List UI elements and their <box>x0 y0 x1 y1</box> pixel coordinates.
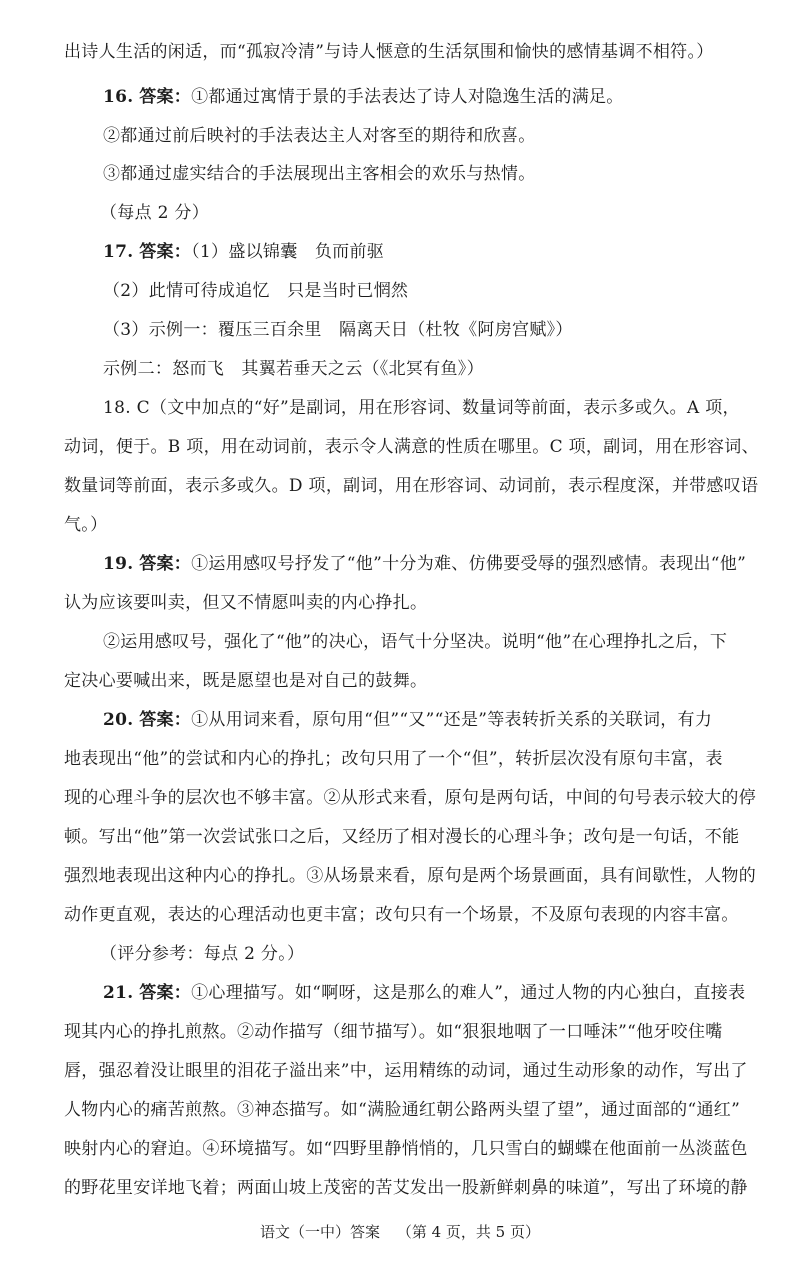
answer-label: 答案： <box>139 554 192 574</box>
text-line: ②运用感叹号，强化了“他”的决心，语气十分坚决。说明“他”在心理挣扎之后，下 <box>103 632 728 652</box>
text-line: 人物内心的痛苦煎熬。③神态描写。如“满脸通红朝公路两头望了望”，通过面部的“通红” <box>64 1100 741 1120</box>
answer-text: （1）盛以锦囊 负而前驱 <box>191 242 385 262</box>
text-line: 强烈地表现出这种内心的挣扎。③从场景来看，原句是两个场景画面，具有间歇性，人物的 <box>64 866 756 886</box>
question-number: 16. <box>103 87 134 107</box>
page-footer <box>0 1222 800 1242</box>
question-18-answer: 18. C（文中加点的“好”是副词，用在形容词、数量词等前面，表示多或久。A 项， <box>103 398 740 418</box>
question-21-answer <box>103 981 745 1005</box>
text-line: 现其内心的挣扎煎熬。②动作描写（细节描写）。如“狠狠地咽了一口唾沫”“他牙咬住嘴 <box>64 1022 723 1042</box>
text-line: 的野花里安详地飞着；两面山坡上茂密的苦艾发出一股新鲜刺鼻的味道”，写出了环境的静 <box>64 1178 748 1198</box>
text-line: 唇，强忍着没让眼里的泪花子溢出来”中，运用精练的动词，通过生动形象的动作，写出了 <box>64 1061 748 1081</box>
text-line: ③都通过虚实结合的手法展现出主客相会的欢乐与热情。 <box>103 164 536 184</box>
text-line: 顿。写出“他”第一次尝试张口之后，又经历了相对漫长的心理斗争；改句是一句话，不能 <box>64 827 740 847</box>
text-line: 映射内心的窘迫。④环境描写。如“四野里静悄悄的，几只雪白的蝴蝶在他面前一丛淡蓝色 <box>64 1139 748 1159</box>
answer-text: ①从用词来看，原句用“但”“又”“还是”等表转折关系的关联词，有力 <box>191 710 713 730</box>
answer-label: 答案： <box>139 710 192 730</box>
question-19-answer <box>103 552 746 576</box>
text-line: 示例二：怒而飞 其翼若垂天之云（《北冥有鱼》） <box>103 359 484 379</box>
text-line: 动词，便于。B 项，用在动词前，表示令人满意的性质在哪里。C 项，副词，用在形容词、 <box>64 437 759 457</box>
question-number: 19. <box>103 554 134 574</box>
text-line: 出诗人生活的闲适，而“孤寂冷清”与诗人惬意的生活氛围和愉快的感情基调不相符。） <box>64 42 714 62</box>
text-line: 地表现出“他”的尝试和内心的挣扎；改句只用了一个“但”，转折层次没有原句丰富，表 <box>64 749 723 769</box>
question-number: 17. <box>103 242 134 262</box>
text-line: 气。） <box>64 515 108 535</box>
answer-text: ①都通过寓情于景的手法表达了诗人对隐逸生活的满足。 <box>191 87 624 107</box>
answer-label: 答案： <box>139 87 192 107</box>
text-line: 认为应该要叫卖，但又不情愿叫卖的内心挣扎。 <box>64 593 428 613</box>
text-line: ②都通过前后映衬的手法表达主人对客至的期待和欣喜。 <box>103 126 536 146</box>
text-line: 数量词等前面，表示多或久。D 项，副词，用在形容词、动词前，表示程度深，并带感叹语 <box>64 476 759 496</box>
question-number: 20. <box>103 710 134 730</box>
answer-label: 答案： <box>139 242 192 262</box>
footer-page-info: （第 4 页，共 5 页） <box>396 1223 540 1241</box>
score-note: （每点 2 分） <box>100 203 210 223</box>
question-17-answer <box>103 240 384 264</box>
text-line: 现的心理斗争的层次也不够丰富。②从形式来看，原句是两句话，中间的句号表示较大的停 <box>64 788 756 808</box>
question-16-answer <box>103 85 624 109</box>
score-note: （评分参考：每点 2 分。） <box>100 944 305 964</box>
answer-text: ①心理描写。如“啊呀，这是那么的难人”，通过人物的内心独白，直接表 <box>191 983 746 1003</box>
footer-subject: 语文（一中）答案 <box>260 1223 381 1241</box>
answer-text: ①运用感叹号抒发了“他”十分为难、仿佛要受辱的强烈感情。表现出“他” <box>191 554 747 574</box>
answer-label: 答案： <box>139 983 192 1003</box>
text-line: 定决心要喊出来，既是愿望也是对自己的鼓舞。 <box>64 671 428 691</box>
text-line: 动作更直观，表达的心理活动也更丰富；改句只有一个场景，不及原句表现的内容丰富。 <box>64 905 739 925</box>
text-line: （3）示例一：覆压三百余里 隔离天日（杜牧《阿房宫赋》） <box>103 320 573 340</box>
question-20-answer <box>103 708 712 732</box>
text-line: （2）此情可待成追忆 只是当时已惘然 <box>103 281 409 301</box>
question-number: 21. <box>103 983 134 1003</box>
